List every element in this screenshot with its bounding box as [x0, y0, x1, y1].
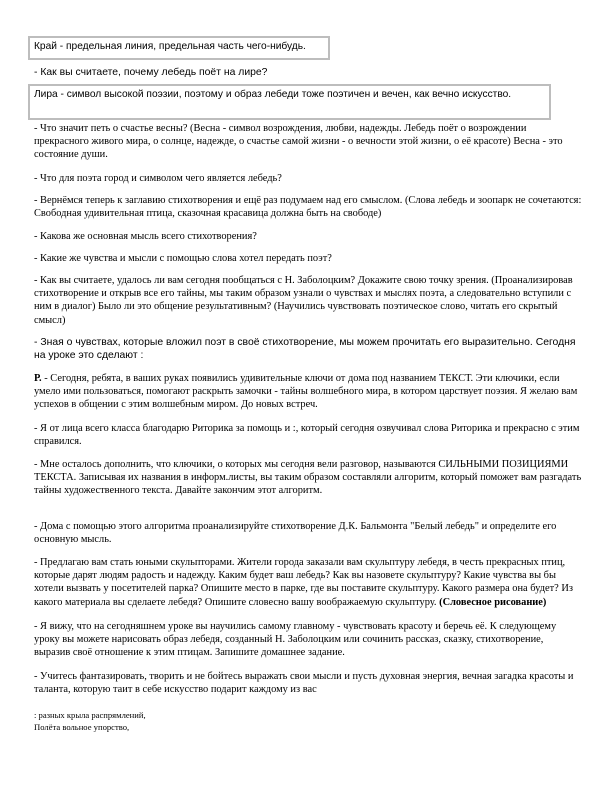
footer-line-2: Полёта вольное упорство,	[34, 722, 130, 732]
definition-box-lyre	[28, 84, 551, 120]
paragraph-sculpture	[34, 556, 582, 609]
paragraph-rhetoric	[34, 372, 582, 412]
definition-box-edge	[28, 36, 330, 60]
definition-lyre-text: Лира - символ высокой поэзии, поэтому и образ лебеди тоже поэтичен и вечен, как вечно искусство.	[34, 89, 512, 100]
sculpture-text: - Предлагаю вам стать юными скульпторами. Жители города заказали вам скульптуру лебедя, в честь прекрасных птиц, которые дарят людям радость и надежду. Каким будет ваш лебедь? Как вы назовете скульптуру? Какие чувства вы бы хотели вызвать у посетителей парка? Опишите место в парке, где вы поставите скульптуру. Какого размера она будет? Из какого материала вы сделаете лебедя? Опишите словесно вашу воображаемую скульптуру.	[34, 557, 573, 608]
paragraph-keys: - Мне осталось дополнить, что ключики, о которых мы сегодня вели разговор, называются СИЛЬНЫМИ ПОЗИЦИЯМИ ТЕКСТА. Записывая их названия в информ.листы, вы таким образом составляли алгоритм, который поможет вам разгадать тайны художественного текста. Давайте закончим этот алгоритм.	[34, 459, 582, 497]
paragraph-spring: - Что значит петь о счастье весны? (Весна - символ возрождения, любви, надежды. Лебедь поёт о возрождении прекрасного живого мира, о солнце, надежде, о счастье самой жизни - о вечности этой жизни, о её красоте) Весна - это состояние души.	[34, 123, 563, 161]
rhetoric-text: - Сегодня, ребята, в ваших руках появились удивительные ключи от дома под названием ТЕКСТ. Эти ключики, если умело ими пользоваться, помогают раскрыть замочки - тайны волшебного мира, в котором царствует поэзия. Я желаю вам успехов в общении с этим волшебным миром. До новых встреч.	[34, 373, 578, 411]
footer-line-1: : разных крыла распрямлений,	[34, 710, 146, 720]
rhetoric-label: Р.	[34, 373, 42, 384]
question-lyre: - Как вы считаете, почему лебедь поёт на лире?	[34, 67, 268, 78]
paragraph-title: - Вернёмся теперь к заглавию стихотворения и ещё раз подумаем над его смыслом. (Слова лебедь и зоопарк не сочетаются: Свободная удивительная птица, сказочная красавица должна быть на свободе)	[34, 195, 582, 220]
sculpture-bold-note: (Словесное рисование)	[436, 596, 547, 608]
paragraph-main-idea: - Какова же основная мысль всего стихотворения?	[34, 231, 257, 242]
paragraph-learn: - Учитесь фантазировать, творить и не бойтесь выражать свои мысли и пусть духовная энергия, вечная загадка красоты и таланта, которую таит в себе искусство подарит каждому из вас	[34, 671, 574, 696]
paragraph-dialog: - Как вы считаете, удалось ли вам сегодня пообщаться с Н. Заболоцким? Докажите свою точку зрения. (Проанализировав стихотворение и открыв все его тайны, мы таким образом узнали о чувствах и мыслях поэта, а следовательно вступили с ним в диалог) Было ли это общение результативным? (Научились чувствовать поэтическое слово, читать его скрытый смысл)	[34, 275, 573, 326]
paragraph-lesson: - Я вижу, что на сегодняшнем уроке вы научились самому главному - чувствовать красоту и беречь её. К следующему уроку вы можете нарисовать образ лебедя, созданный Н. Заболоцким или сочинить рассказ, сказку, стихотворение, выразив своё отношение к этим птицам. Запишите домашнее задание.	[34, 621, 557, 659]
paragraph-homework-balmont: - Дома с помощью этого алгоритма проанализируйте стихотворение Д.К. Бальмонта "Белый лебедь" и определите его основную мысль.	[34, 521, 557, 546]
paragraph-feelings: - Какие же чувства и мысли с помощью слова хотел передать поэт?	[34, 253, 332, 264]
definition-edge-text: Край - предельная линия, предельная часть чего-нибудь.	[34, 41, 306, 52]
paragraph-city: - Что для поэта город и символом чего является лебедь?	[34, 173, 282, 184]
paragraph-reading: - Зная о чувствах, которые вложил поэт в своё стихотворение, мы можем прочитать его выразительно. Сегодня на уроке это сделают :	[34, 337, 576, 362]
paragraph-thanks: - Я от лица всего класса благодарю Риторика за помощь и :, который сегодня озвучивал слова Риторика и прекрасно с этим справился.	[34, 423, 580, 448]
